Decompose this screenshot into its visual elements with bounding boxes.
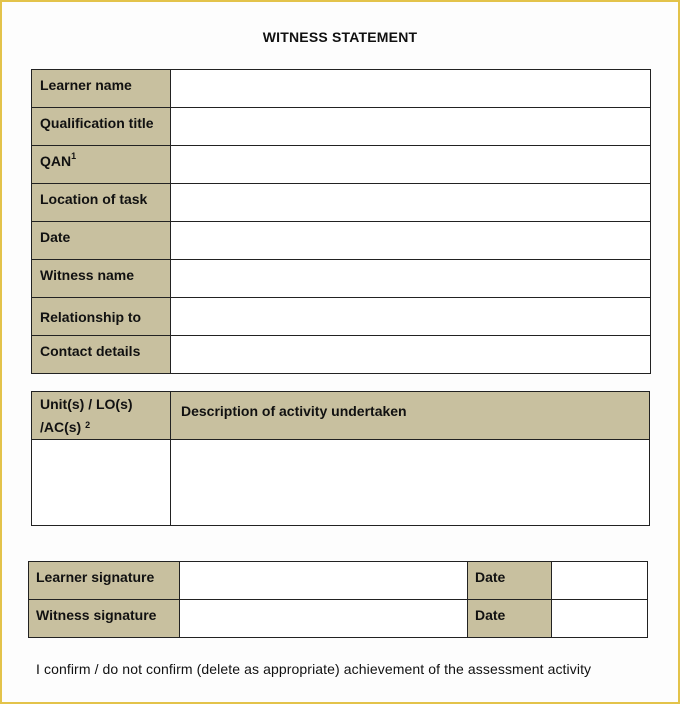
units-field[interactable] [32,440,171,526]
relationship-to-label: Relationship to [32,298,171,336]
row-qualification-title [32,108,651,146]
location-of-task-label: Location of task [32,184,171,222]
qan-footnote-marker: 1 [71,151,77,161]
qualification-title-field[interactable] [171,108,651,146]
activity-table [31,391,650,526]
witness-signature-field[interactable] [180,600,468,638]
description-field[interactable] [171,440,650,526]
activity-header-row [32,392,650,440]
learner-name-label: Learner name [32,70,171,108]
learner-name-field[interactable] [171,70,651,108]
row-location-of-task [32,184,651,222]
witness-signature-row [29,600,648,638]
row-relationship-to [32,298,651,336]
units-footnote-marker: 2 [85,420,91,430]
row-date [32,222,651,260]
location-of-task-field[interactable] [171,184,651,222]
row-contact-details [32,336,651,374]
learner-signature-label: Learner signature [29,562,180,600]
contact-details-field[interactable] [171,336,651,374]
confirmation-statement: I confirm / do not confirm (delete as appropriate) achievement of the assessment activity [36,661,592,677]
details-table [31,69,651,374]
qualification-title-label: Qualification title [32,108,171,146]
row-qan [32,146,651,184]
date-field[interactable] [171,222,651,260]
units-header: Unit(s) / LO(s) /AC(s) $^2$ [32,392,171,440]
witness-name-label: Witness name [32,260,171,298]
witness-signature-label: Witness signature [29,600,180,638]
activity-body-row [32,440,650,526]
row-learner-name [32,70,651,108]
learner-date-field[interactable] [552,562,648,600]
page-title: WITNESS STATEMENT [262,29,418,45]
contact-details-label: Contact details [32,336,171,374]
relationship-to-field[interactable] [171,298,651,336]
learner-signature-row [29,562,648,600]
witness-date-field[interactable] [552,600,648,638]
learner-date-label: Date [468,562,552,600]
qan-field[interactable] [171,146,651,184]
description-header: Description of activity undertaken [171,392,650,440]
signature-table [28,561,648,638]
row-witness-name [32,260,651,298]
witness-date-label: Date [468,600,552,638]
witness-name-field[interactable] [171,260,651,298]
date-label: Date [32,222,171,260]
learner-signature-field[interactable] [180,562,468,600]
qan-label: QAN$^1$ [32,146,171,184]
